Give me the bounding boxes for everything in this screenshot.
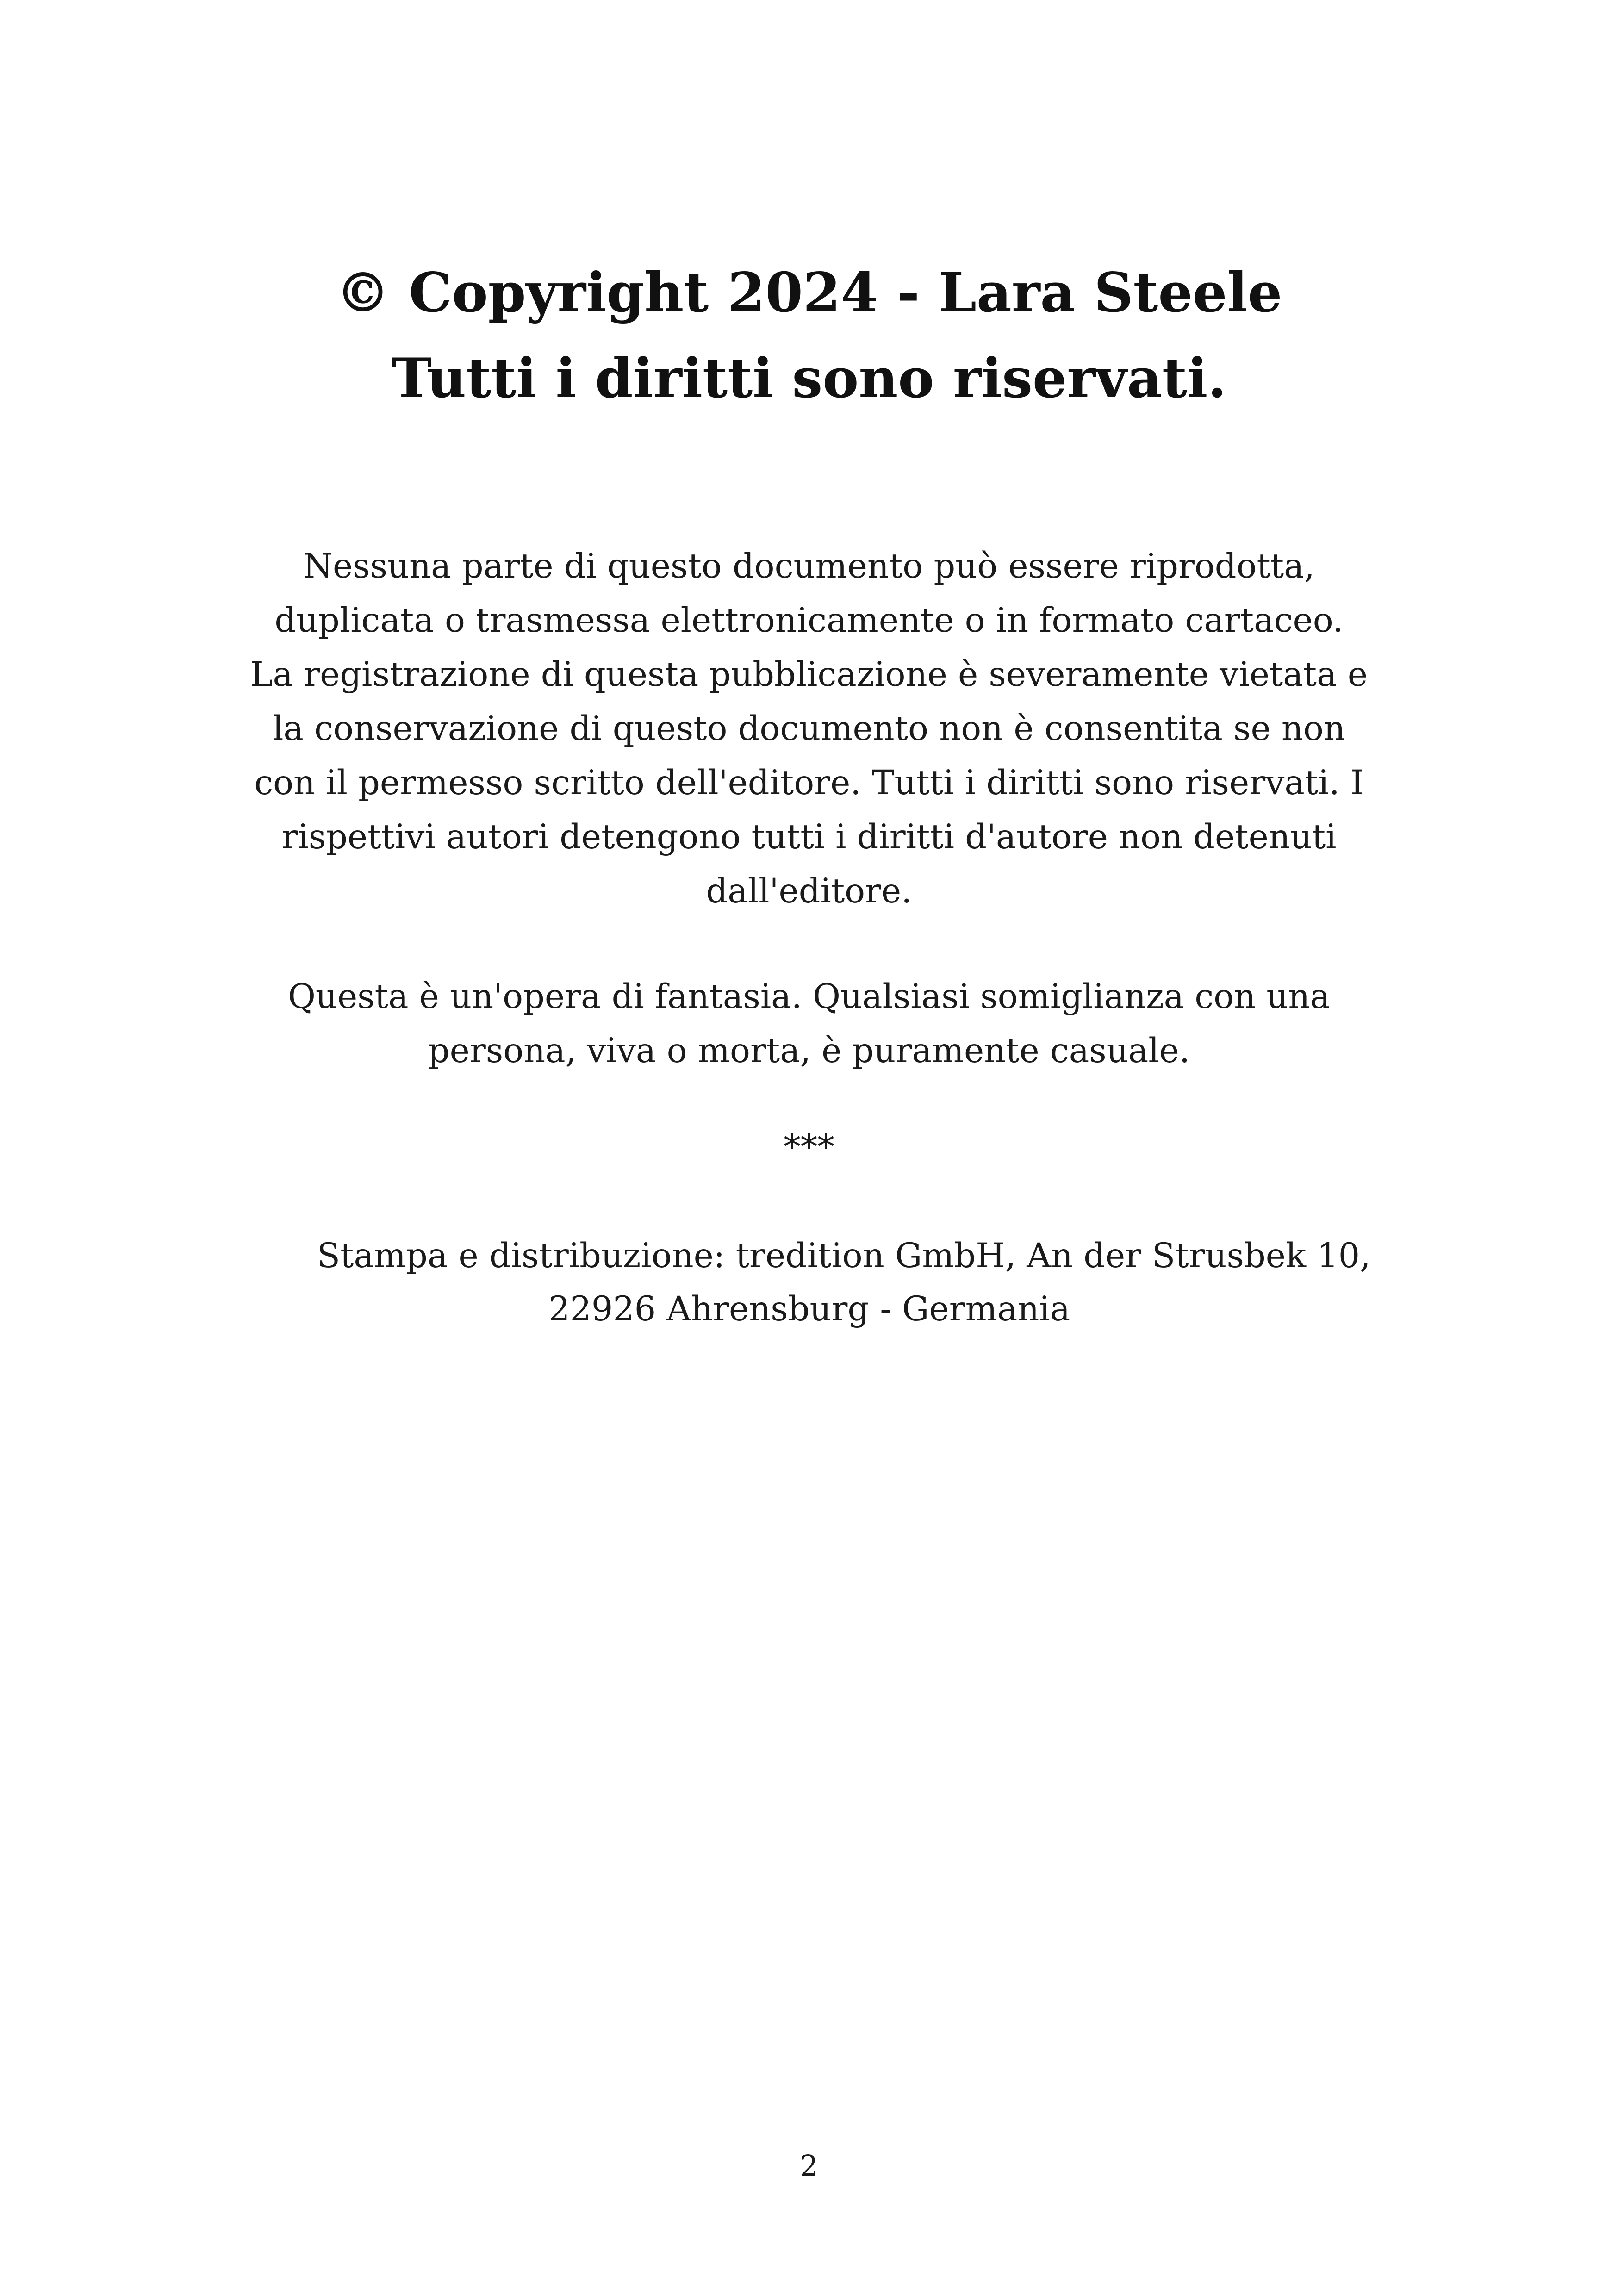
legal-notice-line: Nessuna parte di questo documento può essere riprodotta, [303,547,1315,586]
legal-notice [231,539,1387,918]
copyright-heading: © Copyright 2024 - Lara Steele [336,261,1282,324]
legal-notice-line: dall'editore. [706,871,912,911]
printer-info-line-2: 22926 Ahrensburg - Germania [548,1289,1070,1329]
legal-notice-line: La registrazione di questa pubblicazione è severamente vietata e [250,655,1368,694]
fiction-disclaimer-line: Questa è un'opera di fantasia. Qualsiasi somiglianza con una [288,977,1330,1016]
printer-info-line-1: Stampa e distribuzione: tredition GmbH, An der Strusbek 10, [317,1236,1371,1276]
page-number: 2 [800,2149,818,2183]
fiction-disclaimer [231,970,1387,1078]
copyright-title [0,250,1618,421]
legal-notice-line: duplicata o trasmessa elettronicamente o in formato cartaceo. [274,601,1344,640]
rights-reserved-heading: Tutti i diritti sono riservati. [391,346,1227,410]
legal-notice-line: con il permesso scritto dell'editore. Tutti i diritti sono riservati. I [254,763,1364,803]
fiction-disclaimer-line: persona, viva o morta, è puramente casuale. [428,1031,1190,1070]
legal-notice-line: rispettivi autori detengono tutti i diritti d'autore non detenuti [281,817,1337,857]
section-separator: *** [784,1127,834,1167]
legal-notice-line: la conservazione di questo documento non è consentita se non [273,709,1345,748]
